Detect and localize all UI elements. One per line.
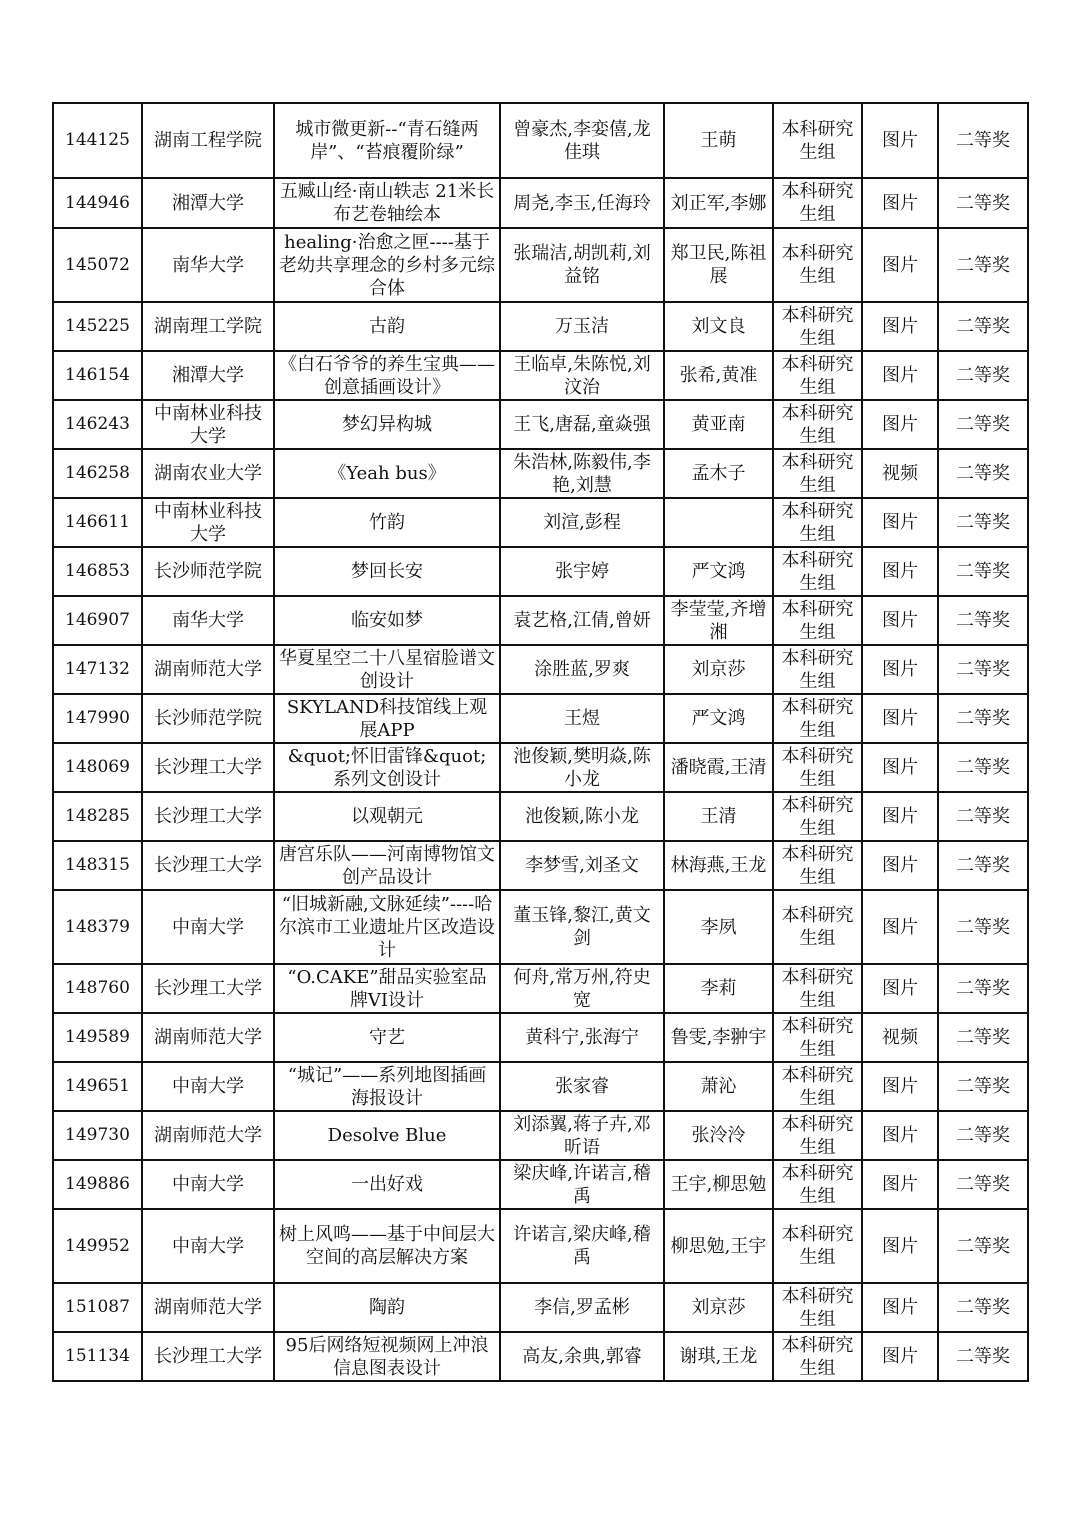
work-title-cell: 古韵 — [274, 302, 500, 351]
authors-cell: 万玉洁 — [500, 302, 664, 351]
authors-cell: 高友,余典,郭睿 — [500, 1332, 664, 1381]
authors-cell: 李梦雪,刘圣文 — [500, 841, 664, 890]
work-id-cell: 146154 — [53, 351, 142, 400]
authors-cell: 涂胜蓝,罗爽 — [500, 645, 664, 694]
table-body — [53, 103, 1028, 1381]
award-cell: 二等奖 — [938, 498, 1028, 547]
work-type-cell: 图片 — [862, 302, 938, 351]
work-type-cell: 图片 — [862, 1111, 938, 1160]
authors-cell: 梁庆峰,许诺言,稽禹 — [500, 1160, 664, 1209]
work-title-cell: 树上风鸣——基于中间层大空间的高层解决方案 — [274, 1209, 500, 1283]
work-id-cell: 146243 — [53, 400, 142, 449]
authors-cell: 池俊颖,樊明焱,陈小龙 — [500, 743, 664, 792]
work-id-cell: 146853 — [53, 547, 142, 596]
award-cell: 二等奖 — [938, 449, 1028, 498]
school-cell: 长沙理工大学 — [142, 841, 274, 890]
work-type-cell: 图片 — [862, 228, 938, 302]
group-cell: 本科研究生组 — [773, 351, 862, 400]
group-cell: 本科研究生组 — [773, 792, 862, 841]
school-cell: 南华大学 — [142, 596, 274, 645]
school-cell: 长沙师范学院 — [142, 694, 274, 743]
authors-cell: 池俊颖,陈小龙 — [500, 792, 664, 841]
work-title-cell: “O.CAKE”甜品实验室品牌VI设计 — [274, 964, 500, 1013]
work-id-cell: 151134 — [53, 1332, 142, 1381]
award-cell: 二等奖 — [938, 1062, 1028, 1111]
group-cell: 本科研究生组 — [773, 498, 862, 547]
advisor-cell: 鲁雯,李翀宇 — [664, 1013, 773, 1062]
school-cell: 长沙理工大学 — [142, 792, 274, 841]
advisor-cell: 王萌 — [664, 103, 773, 178]
advisor-cell: 张泠泠 — [664, 1111, 773, 1160]
work-title-cell: 唐宫乐队——河南博物馆文创产品设计 — [274, 841, 500, 890]
group-cell: 本科研究生组 — [773, 228, 862, 302]
work-id-cell: 148285 — [53, 792, 142, 841]
table-row — [53, 547, 1028, 596]
table-row — [53, 694, 1028, 743]
award-cell: 二等奖 — [938, 1283, 1028, 1332]
group-cell: 本科研究生组 — [773, 964, 862, 1013]
award-cell: 二等奖 — [938, 694, 1028, 743]
authors-cell: 王临卓,朱陈悦,刘汶治 — [500, 351, 664, 400]
advisor-cell: 李夙 — [664, 890, 773, 964]
work-id-cell: 146907 — [53, 596, 142, 645]
group-cell: 本科研究生组 — [773, 890, 862, 964]
group-cell: 本科研究生组 — [773, 1332, 862, 1381]
school-cell: 湖南师范大学 — [142, 1013, 274, 1062]
advisor-cell: 李莹莹,齐增湘 — [664, 596, 773, 645]
authors-cell: 周尧,李玉,任海玲 — [500, 178, 664, 228]
school-cell: 湖南师范大学 — [142, 1283, 274, 1332]
work-type-cell: 图片 — [862, 694, 938, 743]
group-cell: 本科研究生组 — [773, 178, 862, 228]
table-row — [53, 1332, 1028, 1381]
advisor-cell — [664, 498, 773, 547]
work-id-cell: 149952 — [53, 1209, 142, 1283]
advisor-cell: 王清 — [664, 792, 773, 841]
table-row — [53, 351, 1028, 400]
advisor-cell: 柳思勉,王宇 — [664, 1209, 773, 1283]
group-cell: 本科研究生组 — [773, 302, 862, 351]
group-cell: 本科研究生组 — [773, 547, 862, 596]
work-type-cell: 视频 — [862, 449, 938, 498]
award-cell: 二等奖 — [938, 547, 1028, 596]
work-title-cell: 梦回长安 — [274, 547, 500, 596]
authors-cell: 袁艺格,江倩,曾妍 — [500, 596, 664, 645]
authors-cell: 曾豪杰,李娈僖,龙佳琪 — [500, 103, 664, 178]
work-type-cell: 图片 — [862, 351, 938, 400]
advisor-cell: 刘京莎 — [664, 645, 773, 694]
table-row — [53, 743, 1028, 792]
table-row — [53, 178, 1028, 228]
work-id-cell: 148069 — [53, 743, 142, 792]
work-title-cell: 梦幻异构城 — [274, 400, 500, 449]
table-row — [53, 449, 1028, 498]
school-cell: 长沙理工大学 — [142, 743, 274, 792]
award-cell: 二等奖 — [938, 228, 1028, 302]
work-id-cell: 146611 — [53, 498, 142, 547]
awards-table — [52, 102, 1029, 1382]
school-cell: 长沙理工大学 — [142, 964, 274, 1013]
award-cell: 二等奖 — [938, 1209, 1028, 1283]
table-row — [53, 228, 1028, 302]
school-cell: 湘潭大学 — [142, 178, 274, 228]
award-cell: 二等奖 — [938, 1160, 1028, 1209]
authors-cell: 王飞,唐磊,童焱强 — [500, 400, 664, 449]
school-cell: 中南大学 — [142, 1209, 274, 1283]
school-cell: 中南大学 — [142, 1062, 274, 1111]
school-cell: 长沙师范学院 — [142, 547, 274, 596]
work-type-cell: 图片 — [862, 596, 938, 645]
group-cell: 本科研究生组 — [773, 103, 862, 178]
school-cell: 湖南农业大学 — [142, 449, 274, 498]
work-type-cell: 图片 — [862, 1209, 938, 1283]
advisor-cell: 萧沁 — [664, 1062, 773, 1111]
work-type-cell: 图片 — [862, 841, 938, 890]
authors-cell: 许诺言,梁庆峰,稽禹 — [500, 1209, 664, 1283]
school-cell: 湖南理工学院 — [142, 302, 274, 351]
authors-cell: 王煜 — [500, 694, 664, 743]
table-row — [53, 1111, 1028, 1160]
table-row — [53, 1160, 1028, 1209]
group-cell: 本科研究生组 — [773, 1111, 862, 1160]
table-row — [53, 1062, 1028, 1111]
authors-cell: 董玉锋,黎江,黄文剑 — [500, 890, 664, 964]
authors-cell: 李信,罗孟彬 — [500, 1283, 664, 1332]
award-cell: 二等奖 — [938, 178, 1028, 228]
advisor-cell: 张希,黄准 — [664, 351, 773, 400]
group-cell: 本科研究生组 — [773, 1160, 862, 1209]
table-row — [53, 103, 1028, 178]
award-cell: 二等奖 — [938, 645, 1028, 694]
work-title-cell: SKYLAND科技馆线上观展APP — [274, 694, 500, 743]
school-cell: 湘潭大学 — [142, 351, 274, 400]
school-cell: 湖南师范大学 — [142, 1111, 274, 1160]
advisor-cell: 王宇,柳思勉 — [664, 1160, 773, 1209]
group-cell: 本科研究生组 — [773, 743, 862, 792]
work-type-cell: 图片 — [862, 743, 938, 792]
work-type-cell: 图片 — [862, 1062, 938, 1111]
work-title-cell: “旧城新融,文脉延续”----哈尔滨市工业遗址片区改造设计 — [274, 890, 500, 964]
group-cell: 本科研究生组 — [773, 1283, 862, 1332]
work-type-cell: 图片 — [862, 964, 938, 1013]
award-cell: 二等奖 — [938, 743, 1028, 792]
advisor-cell: 刘文良 — [664, 302, 773, 351]
work-type-cell: 图片 — [862, 498, 938, 547]
school-cell: 湖南工程学院 — [142, 103, 274, 178]
work-type-cell: 图片 — [862, 645, 938, 694]
work-id-cell: 144125 — [53, 103, 142, 178]
work-type-cell: 图片 — [862, 1283, 938, 1332]
table-row — [53, 645, 1028, 694]
work-id-cell: 147990 — [53, 694, 142, 743]
authors-cell: 刘渲,彭程 — [500, 498, 664, 547]
work-id-cell: 149730 — [53, 1111, 142, 1160]
table-row — [53, 302, 1028, 351]
school-cell: 中南大学 — [142, 890, 274, 964]
work-title-cell: 华夏星空二十八星宿脸谱文创设计 — [274, 645, 500, 694]
work-title-cell: 临安如梦 — [274, 596, 500, 645]
authors-cell: 黄科宁,张海宁 — [500, 1013, 664, 1062]
group-cell: 本科研究生组 — [773, 1013, 862, 1062]
work-title-cell: 竹韵 — [274, 498, 500, 547]
award-cell: 二等奖 — [938, 792, 1028, 841]
work-id-cell: 146258 — [53, 449, 142, 498]
advisor-cell: 严文鸿 — [664, 694, 773, 743]
group-cell: 本科研究生组 — [773, 694, 862, 743]
work-id-cell: 151087 — [53, 1283, 142, 1332]
table-row — [53, 1209, 1028, 1283]
work-id-cell: 145072 — [53, 228, 142, 302]
work-id-cell: 144946 — [53, 178, 142, 228]
group-cell: 本科研究生组 — [773, 1209, 862, 1283]
award-cell: 二等奖 — [938, 302, 1028, 351]
award-cell: 二等奖 — [938, 103, 1028, 178]
table-row — [53, 1013, 1028, 1062]
group-cell: 本科研究生组 — [773, 449, 862, 498]
work-title-cell: 陶韵 — [274, 1283, 500, 1332]
work-title-cell: 城市微更新--“青石缝两岸”、“苔痕覆阶绿” — [274, 103, 500, 178]
group-cell: 本科研究生组 — [773, 841, 862, 890]
award-cell: 二等奖 — [938, 841, 1028, 890]
work-type-cell: 图片 — [862, 400, 938, 449]
work-type-cell: 图片 — [862, 103, 938, 178]
work-id-cell: 149886 — [53, 1160, 142, 1209]
authors-cell: 张家睿 — [500, 1062, 664, 1111]
work-id-cell: 149589 — [53, 1013, 142, 1062]
work-title-cell: 95后网络短视频网上冲浪信息图表设计 — [274, 1332, 500, 1381]
work-id-cell: 148760 — [53, 964, 142, 1013]
school-cell: 中南大学 — [142, 1160, 274, 1209]
school-cell: 长沙理工大学 — [142, 1332, 274, 1381]
work-type-cell: 图片 — [862, 1160, 938, 1209]
advisor-cell: 林海燕,王龙 — [664, 841, 773, 890]
work-type-cell: 视频 — [862, 1013, 938, 1062]
work-id-cell: 149651 — [53, 1062, 142, 1111]
award-cell: 二等奖 — [938, 596, 1028, 645]
table-row — [53, 400, 1028, 449]
work-id-cell: 145225 — [53, 302, 142, 351]
award-cell: 二等奖 — [938, 964, 1028, 1013]
work-type-cell: 图片 — [862, 890, 938, 964]
school-cell: 湖南师范大学 — [142, 645, 274, 694]
school-cell: 中南林业科技大学 — [142, 498, 274, 547]
table-row — [53, 792, 1028, 841]
work-type-cell: 图片 — [862, 178, 938, 228]
work-type-cell: 图片 — [862, 1332, 938, 1381]
advisor-cell: 谢琪,王龙 — [664, 1332, 773, 1381]
authors-cell: 何舟,常万州,符史宽 — [500, 964, 664, 1013]
work-title-cell: Desolve Blue — [274, 1111, 500, 1160]
work-title-cell: &quot;怀旧雷锋&quot;系列文创设计 — [274, 743, 500, 792]
table-row — [53, 964, 1028, 1013]
group-cell: 本科研究生组 — [773, 400, 862, 449]
work-type-cell: 图片 — [862, 792, 938, 841]
advisor-cell: 郑卫民,陈祖展 — [664, 228, 773, 302]
advisor-cell: 黄亚南 — [664, 400, 773, 449]
advisor-cell: 刘正军,李娜 — [664, 178, 773, 228]
authors-cell: 朱浩林,陈毅伟,李艳,刘慧 — [500, 449, 664, 498]
work-title-cell: “城记”——系列地图插画海报设计 — [274, 1062, 500, 1111]
advisor-cell: 严文鸿 — [664, 547, 773, 596]
table-row — [53, 1283, 1028, 1332]
authors-cell: 张宇婷 — [500, 547, 664, 596]
work-id-cell: 147132 — [53, 645, 142, 694]
group-cell: 本科研究生组 — [773, 596, 862, 645]
work-title-cell: 《Yeah bus》 — [274, 449, 500, 498]
award-cell: 二等奖 — [938, 400, 1028, 449]
award-cell: 二等奖 — [938, 351, 1028, 400]
work-title-cell: healing·治愈之匣----基于老幼共享理念的乡村多元综合体 — [274, 228, 500, 302]
award-cell: 二等奖 — [938, 1111, 1028, 1160]
work-title-cell: 五臧山经·南山轶志 21米长布艺卷轴绘本 — [274, 178, 500, 228]
work-title-cell: 一出好戏 — [274, 1160, 500, 1209]
work-id-cell: 148315 — [53, 841, 142, 890]
work-title-cell: 守艺 — [274, 1013, 500, 1062]
table-row — [53, 841, 1028, 890]
award-cell: 二等奖 — [938, 890, 1028, 964]
group-cell: 本科研究生组 — [773, 1062, 862, 1111]
table-row — [53, 890, 1028, 964]
advisor-cell: 孟木子 — [664, 449, 773, 498]
work-id-cell: 148379 — [53, 890, 142, 964]
advisor-cell: 潘晓霞,王清 — [664, 743, 773, 792]
work-type-cell: 图片 — [862, 547, 938, 596]
award-cell: 二等奖 — [938, 1332, 1028, 1381]
advisor-cell: 李莉 — [664, 964, 773, 1013]
work-title-cell: 以观朝元 — [274, 792, 500, 841]
school-cell: 南华大学 — [142, 228, 274, 302]
table-row — [53, 498, 1028, 547]
authors-cell: 张瑞洁,胡凯莉,刘益铭 — [500, 228, 664, 302]
advisor-cell: 刘京莎 — [664, 1283, 773, 1332]
table-row — [53, 596, 1028, 645]
group-cell: 本科研究生组 — [773, 645, 862, 694]
work-title-cell: 《白石爷爷的养生宝典——创意插画设计》 — [274, 351, 500, 400]
authors-cell: 刘添翼,蒋子卉,邓昕语 — [500, 1111, 664, 1160]
award-cell: 二等奖 — [938, 1013, 1028, 1062]
school-cell: 中南林业科技大学 — [142, 400, 274, 449]
